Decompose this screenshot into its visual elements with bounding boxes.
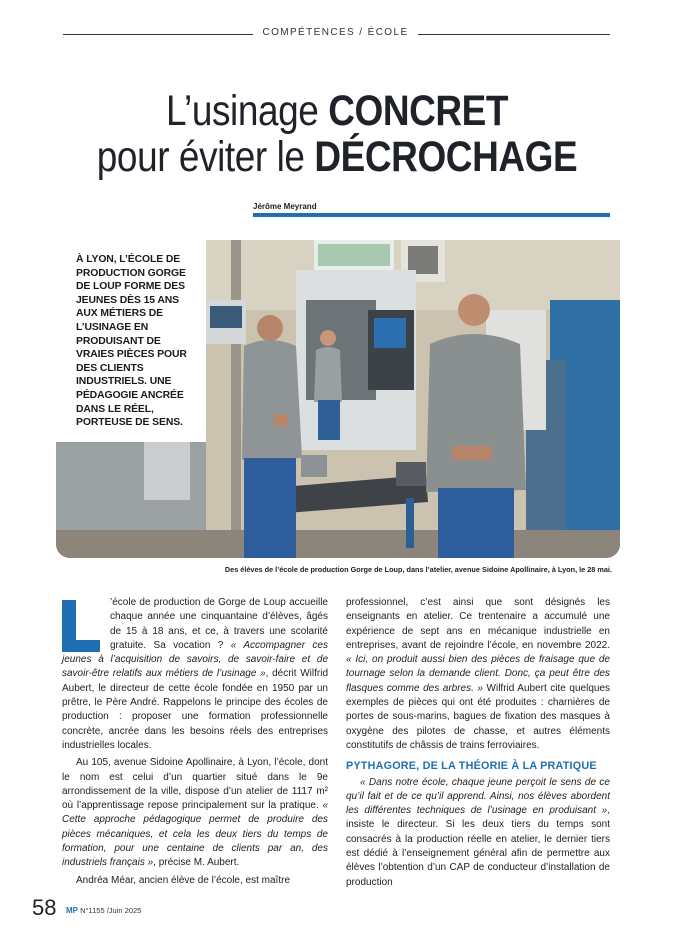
paragraph-atelier-text-2: , précise M. Aubert. <box>153 857 240 869</box>
lead-text: À LYON, L’ÉCOLE DE PRODUCTION GORGE DE LOUP FORME DES JEUNES DÈS 15 ANS AUX MÉTIERS DE L’USINAGE EN PRODUISANT DE VRAIES PIÈCES POUR DES CLIENTS INDUSTRIELS. UNE PÉDAGOGIE ANCRÉE DANS LE RÉEL, PORTEUSE DE SENS. <box>76 254 187 429</box>
title-line1-light: L’usinage <box>165 87 329 135</box>
rubric-rule-right <box>418 34 610 35</box>
paragraph-andrea: Andréa Méar, ancien élève de l’école, est maître <box>76 874 291 886</box>
rubric-rule-left <box>63 34 253 35</box>
article-title <box>82 88 593 180</box>
rubric-label: COMPÉTENCES / ÉCOLE <box>262 27 409 38</box>
title-line1-bold: CONCRET <box>328 87 509 135</box>
issue-label: N°1155 /Juin 2025 <box>80 906 142 915</box>
article-column-right <box>346 596 610 893</box>
paragraph-teacher-text-2: Wilfrid Aubert cite quelques exemples de pièces qui ont été produites : charnières de portes de sous-marins, bagues de fixation des masques à oxygène des pilotes de chasse, et autres éléments constitutifs de châssis de trains ferroviaires. <box>346 682 610 751</box>
paragraph-atelier <box>62 756 328 870</box>
section-subheading: PYTHAGORE, DE LA THÉORIE À LA PRATIQUE <box>346 760 597 773</box>
paragraph-pythagore <box>346 776 610 890</box>
paragraph-teacher <box>346 596 610 753</box>
magazine-issue <box>66 906 141 915</box>
title-line2-light: pour éviter le <box>96 133 315 181</box>
page-number: 58 <box>32 895 57 920</box>
paragraph-atelier-text: Au 105, avenue Sidoine Apollinaire, à Lyon, l’école, dont le nom est celui d’un quartier situé dans le 9e arrondissement de la ville, dispose d’un atelier de 1117 m² où l’apprentissage repose principalement sur la pratique. <box>62 757 328 812</box>
quote-director-1: « Accompagner ces jeunes à l’acquisition de savoirs, de savoir-faire et de savoir-être relatifs aux métiers de l’usinage » <box>62 639 328 680</box>
title-line2-bold: DÉCROCHAGE <box>314 133 578 181</box>
magazine-logo: MP <box>66 906 78 915</box>
author-rule <box>253 213 610 217</box>
paragraph-intro-text: ’école de production de Gorge de Loup accueille chaque année une cinquantaine d’élèves, âgés de 15 à 18 ans, et ce, à travers une scolarité gratuite. Sa vocation ? <box>110 597 328 651</box>
dropcap-l <box>62 600 102 652</box>
quote-director-2: « Cette approche pédagogique permet de produire des pièces mécaniques, et cela les deux tiers du temps de formation, pour une centaine de clients par an, des industriels français » <box>62 800 328 869</box>
quote-teacher: « Ici, on produit aussi bien des pièces de fraisage que de tournage selon la demande client. Donc, ça peut être des flasques comme des arbres. » <box>346 654 610 694</box>
quote-director-3: « Dans notre école, chaque jeune perçoit le sens de ce qu’il fait et de ce qu’il apprend. Ainsi, nos élèves abordent les différentes techniques de l’usinage en produisant » <box>346 776 610 817</box>
paragraph-intro-text-2: , décrit Wilfrid Aubert, le directeur de cette école fondée en 1950 par un prêtre, le Père André. Rappelons le principe des écoles de production : proposer une formation professionnelle concrète, ancrée dans les besoins réels des entreprises industrielles locales. <box>62 668 328 751</box>
author-byline: Jérôme Meyrand <box>253 202 317 211</box>
article-lead <box>56 240 206 442</box>
rubric-header <box>0 24 674 44</box>
paragraph-teacher-text: professionnel, c’est ainsi que sont désignés les enseignants en atelier. Ce trentenaire a accumulé une expérience de sept ans en mécanique industrielle en entreprises, avant de rejoindre l’école, en novembre 2022. <box>346 597 610 651</box>
paragraph-pythagore-text: , insiste le directeur. Si les deux tiers du temps sont consacrés à la production réelle en atelier, le dernier tiers est dédié à l’enseignement général afin de permettre aux élèves l’obtention d’un CAP de conducteur d’installation de production <box>346 805 610 888</box>
photo-caption: Des élèves de l’école de production Gorge de Loup, dans l’atelier, avenue Sidoine Apollinaire, à Lyon, le 28 mai. <box>224 565 612 574</box>
dropcap-foot <box>62 640 100 652</box>
article-column-left <box>62 596 328 891</box>
